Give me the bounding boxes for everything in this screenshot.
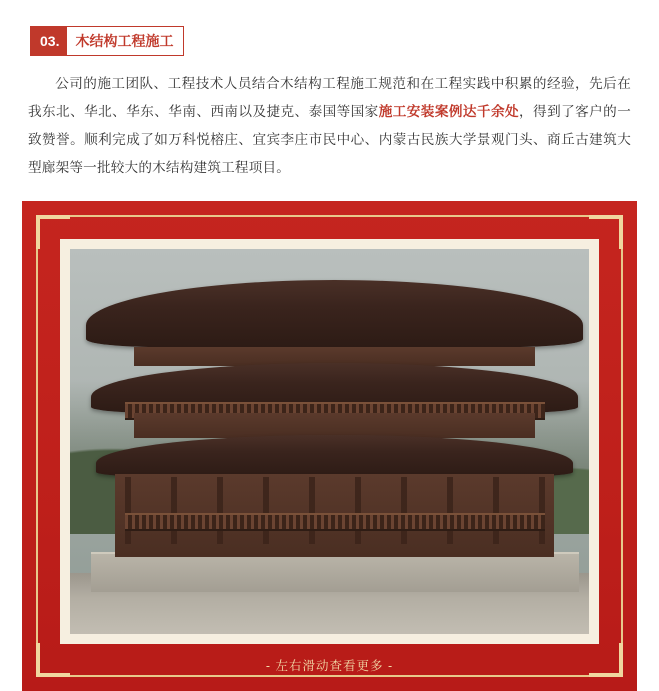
photo-mat: [60, 239, 599, 644]
body-paragraph: [28, 70, 631, 181]
section-title: 木结构工程施工: [75, 33, 174, 49]
roof-tier-lower: [96, 435, 574, 477]
paragraph-highlight: 施工安装案例达千余处: [378, 103, 520, 119]
timber-columns: [125, 477, 545, 544]
gallery-image[interactable]: [70, 249, 589, 634]
paragraph-part-1: 公司的施工团队、工程技术人员结合木结构工程施工规范和在工程实践中积累的经验，先后在我东北、华北、华东、华南、西南以及捷克、泰国等国家: [28, 76, 631, 119]
paragraph-part-2: ，得到了客户的一致赞誉。顺利完成了如万科悦榕庄、宜宾李庄市民中心、内蒙古民族大学景观门头、商丘古建筑大型廊架等一批较大的木结构建筑工程项目。: [28, 103, 632, 175]
photo-frame-inner: [36, 215, 623, 677]
stone-plinth: [91, 552, 579, 593]
photo-frame: [22, 201, 637, 691]
section-number: 03.: [31, 27, 67, 55]
roof-tier-top: [86, 280, 583, 347]
section-heading: [30, 26, 184, 56]
timber-temple-building: [96, 280, 574, 557]
gallery-caption: - 左右滑动查看更多 -: [265, 659, 394, 674]
section-heading-inner: [31, 27, 183, 55]
balcony-railing-lower: [125, 513, 545, 531]
